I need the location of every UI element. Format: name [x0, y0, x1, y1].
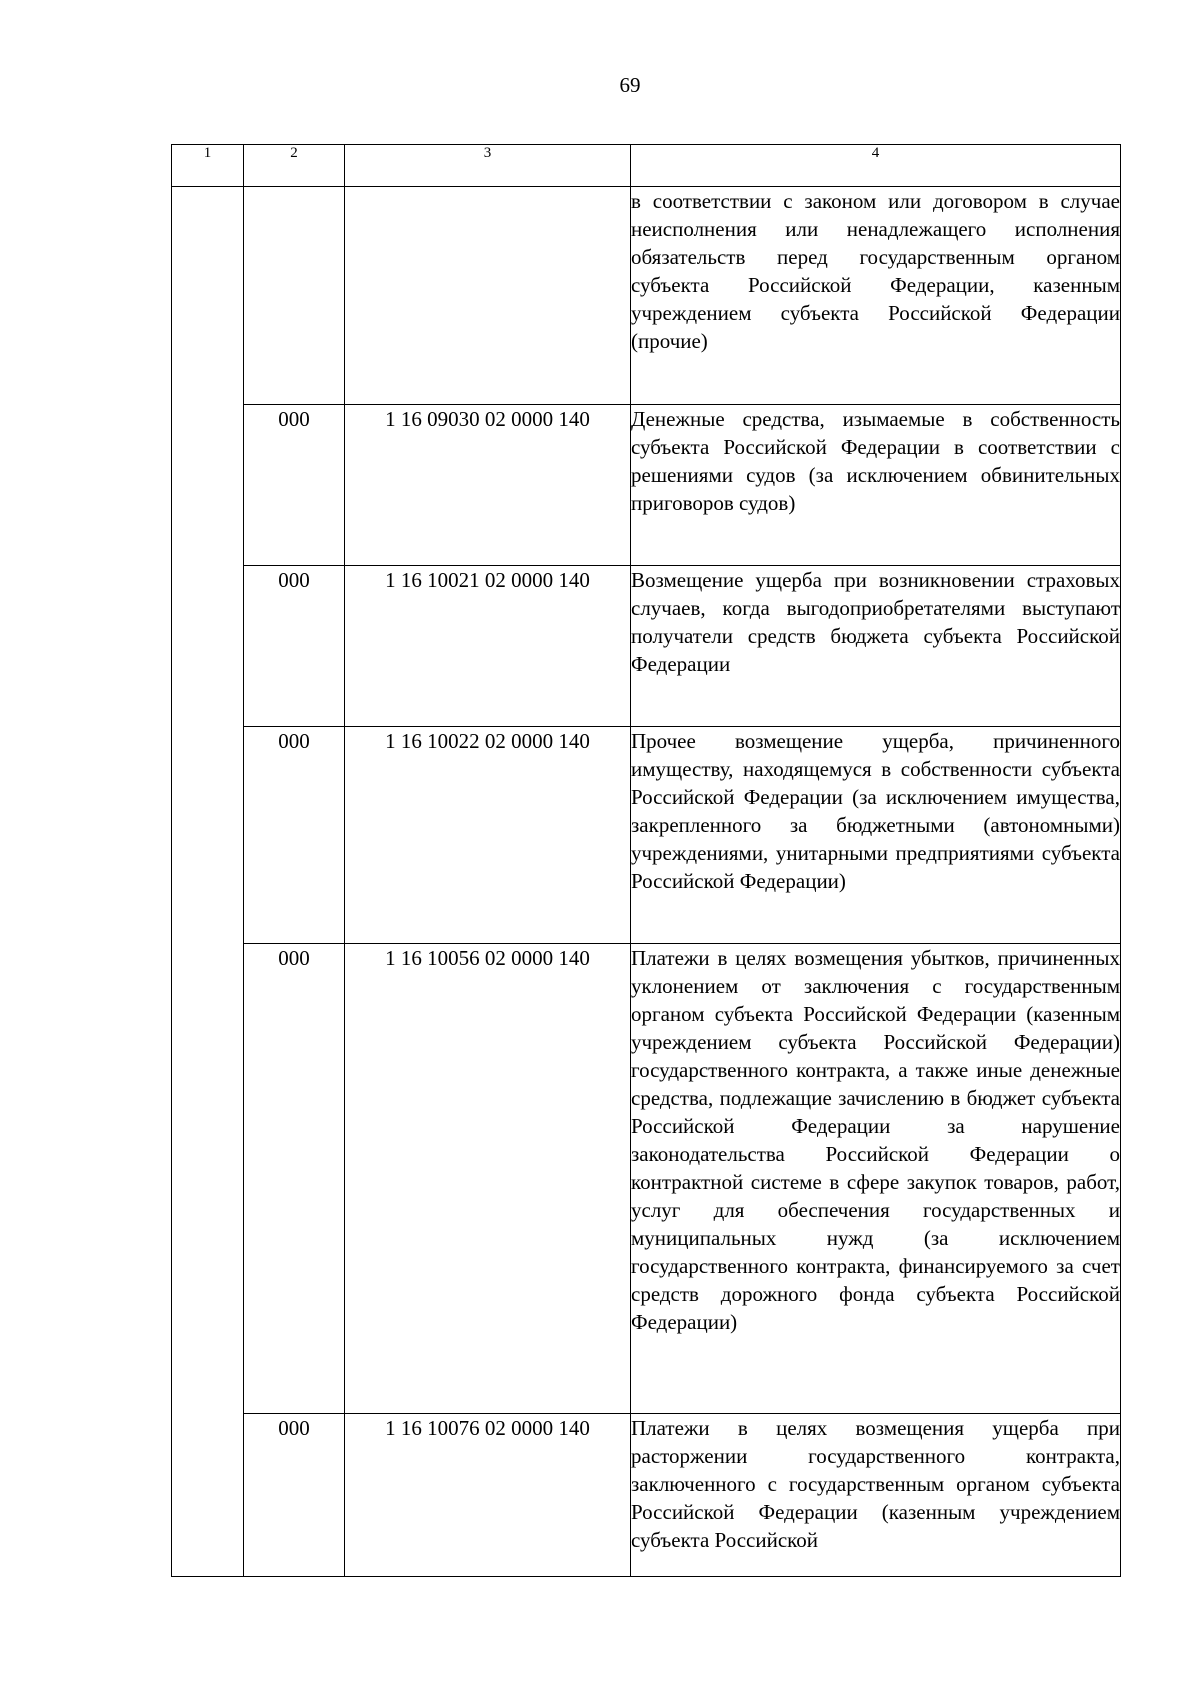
budget-classification-table [171, 144, 1121, 1577]
description-text: Прочее возмещение ущерба, причиненного имуществу, находящемуся в собственности субъекта Российской Федерации (за исключением имущества, закрепленного за бюджетными (автономными) учреждениями, унитарными предприятиями субъекта Российской Федерации) [631, 729, 1120, 893]
admin-code-cell: 000 [244, 405, 345, 566]
description-text: Платежи в целях возмещения ущерба при расторжении государственного контракта, заключенного с государственным органом субъекта Российской Федерации (казенным учреждением субъекта Российской [631, 1416, 1120, 1552]
table-row [172, 944, 1121, 1414]
table-row [172, 405, 1121, 566]
description-cell [631, 187, 1121, 405]
header-col-1: 1 [172, 145, 244, 187]
page-number: 69 [619, 73, 641, 97]
table-row [172, 1414, 1121, 1577]
budget-code-cell [345, 187, 631, 405]
budget-code-cell: 1 16 10021 02 0000 140 [345, 566, 631, 727]
budget-code-cell: 1 16 09030 02 0000 140 [345, 405, 631, 566]
admin-code-cell: 000 [244, 1414, 345, 1577]
budget-code-cell: 1 16 10022 02 0000 140 [345, 727, 631, 944]
description-text: Денежные средства, изымаемые в собственность субъекта Российской Федерации в соответствии с решениями судов (за исключением обвинительных приговоров судов) [631, 407, 1120, 515]
description-cell [631, 727, 1121, 944]
description-cell [631, 1414, 1121, 1577]
description-cell [631, 944, 1121, 1414]
budget-code-cell: 1 16 10056 02 0000 140 [345, 944, 631, 1414]
header-col-4: 4 [631, 145, 1121, 187]
merged-col-1-cell [172, 187, 244, 1577]
admin-code-cell [244, 187, 345, 405]
admin-code-cell: 000 [244, 727, 345, 944]
header-col-3: 3 [345, 145, 631, 187]
table-row [172, 566, 1121, 727]
table-row [172, 727, 1121, 944]
header-col-2: 2 [244, 145, 345, 187]
admin-code-cell: 000 [244, 566, 345, 727]
budget-code-cell: 1 16 10076 02 0000 140 [345, 1414, 631, 1577]
table-row [172, 187, 1121, 405]
admin-code-cell: 000 [244, 944, 345, 1414]
table-header-row [172, 145, 1121, 187]
description-text: Платежи в целях возмещения убытков, причиненных уклонением от заключения с государственным органом субъекта Российской Федерации (казенным учреждением субъекта Российской Федерации) государственного контракта, а также иные денежные средства, подлежащие зачислению в бюджет субъекта Российской Федерации за нарушение законодательства Российской Федерации о контрактной системе в сфере закупок товаров, работ, услуг для обеспечения государственных и муниципальных нужд (за исключением государственного контракта, финансируемого за счет средств дорожного фонда субъекта Российской Федерации) [631, 946, 1120, 1334]
description-cell [631, 405, 1121, 566]
description-text: Возмещение ущерба при возникновении страховых случаев, когда выгодоприобретателями выступают получатели средств бюджета субъекта Российской Федерации [631, 568, 1120, 676]
description-cell [631, 566, 1121, 727]
description-text: в соответствии с законом или договором в случае неисполнения или ненадлежащего исполнения обязательств перед государственным органом субъекта Российской Федерации, казенным учреждением субъекта Российской Федерации (прочие) [631, 189, 1120, 353]
